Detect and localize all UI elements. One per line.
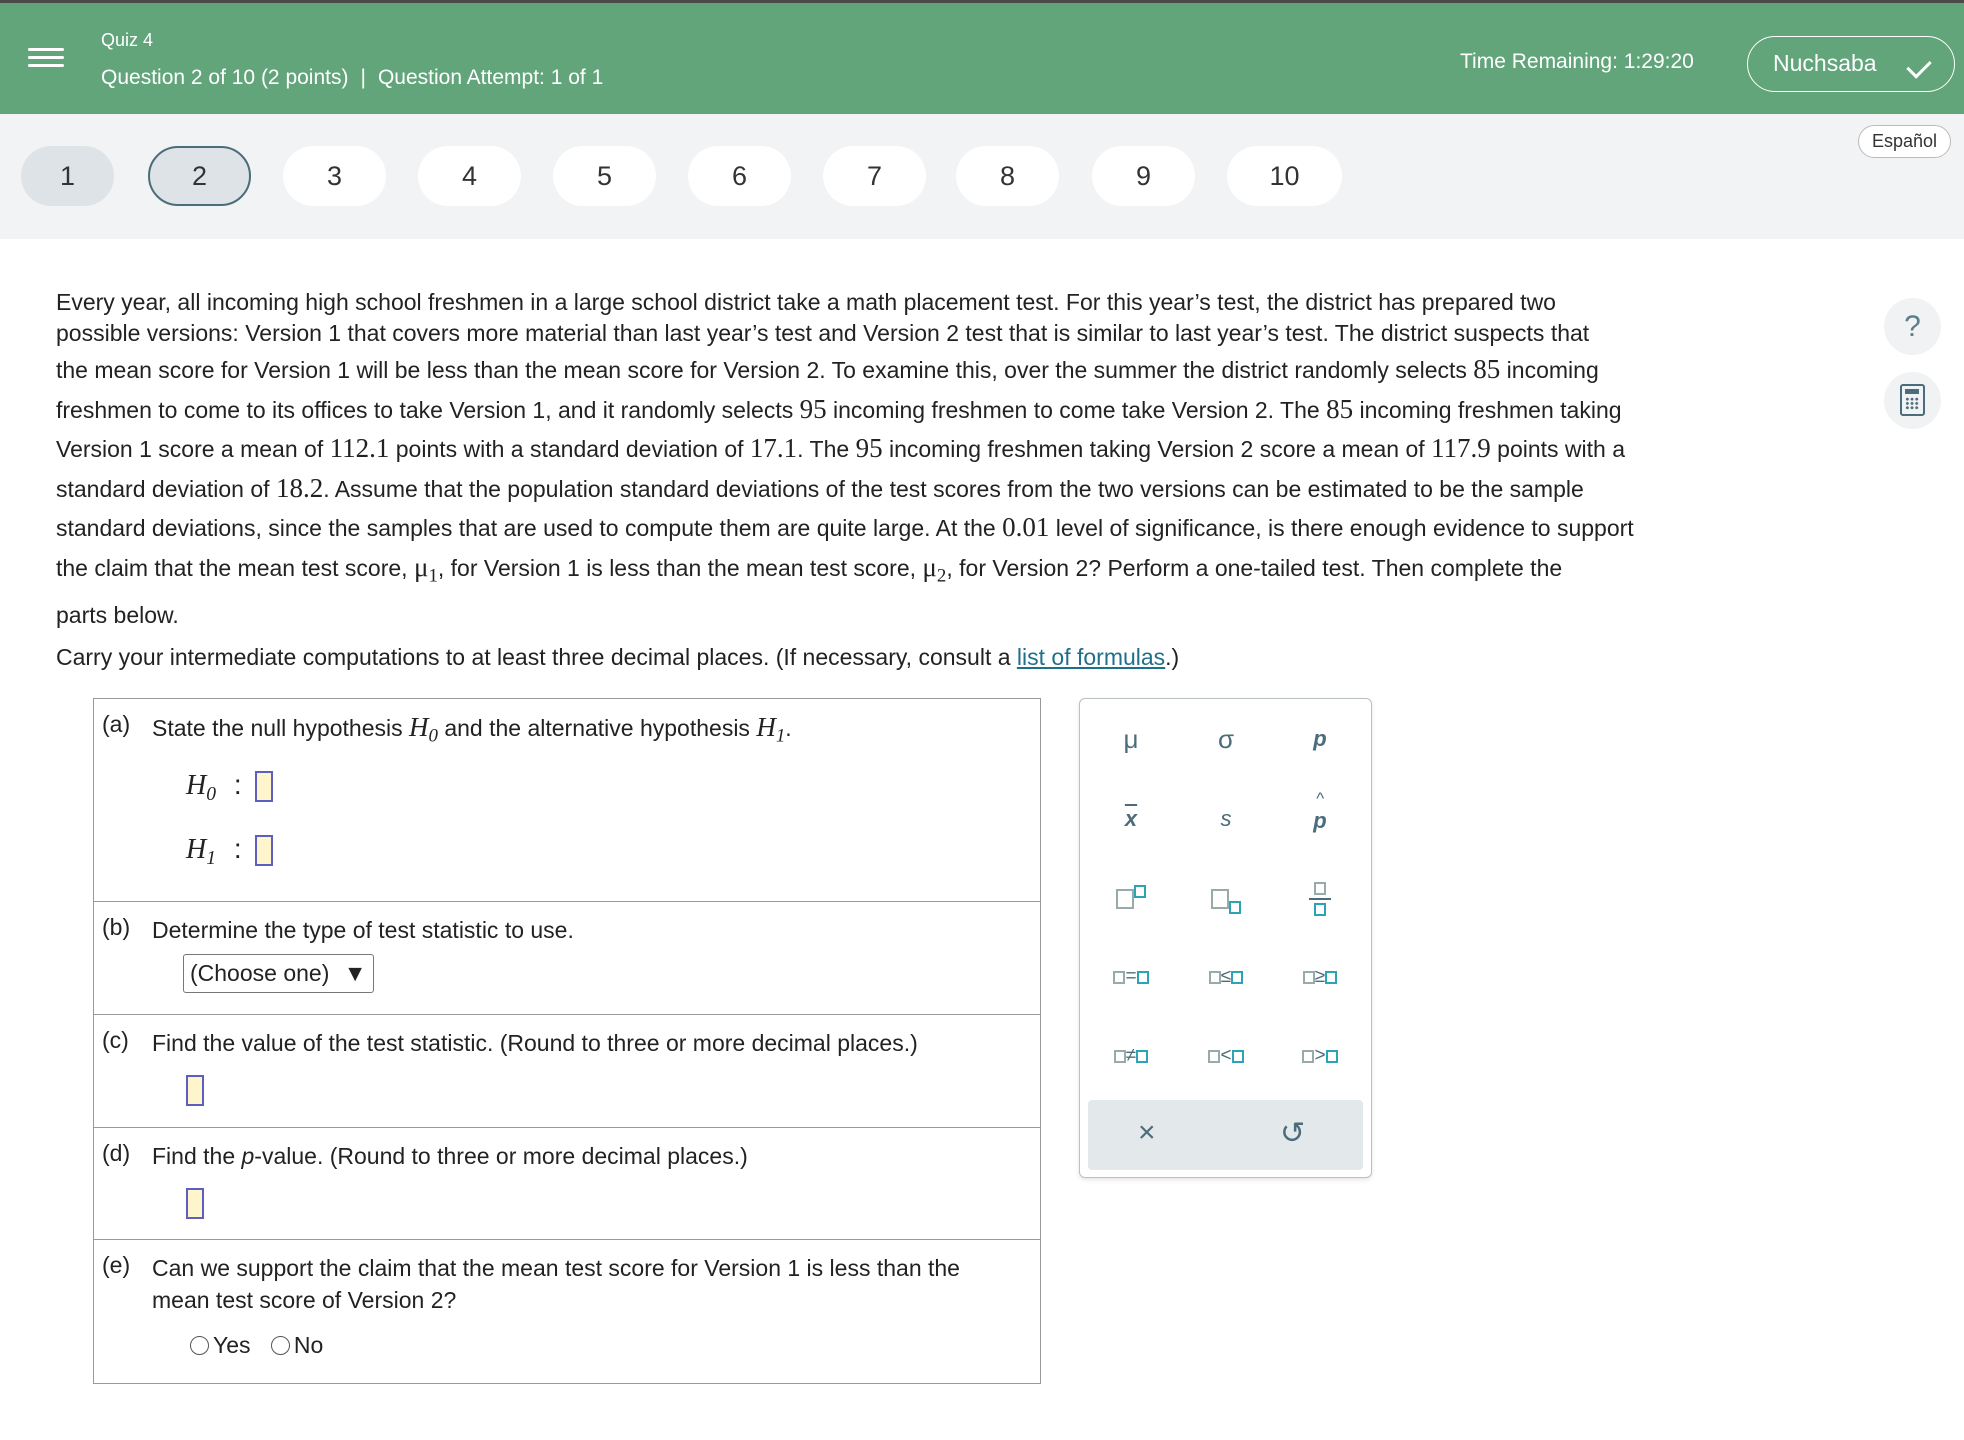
problem-text: incoming freshmen to come take Version 2. The [826, 396, 1327, 423]
n2-value: 95 [855, 433, 883, 463]
sd1-value: 17.1 [749, 433, 798, 463]
null-hypothesis-input[interactable] [255, 771, 273, 802]
problem-text: points with a standard deviation of [389, 436, 750, 462]
test-statistic-input[interactable] [186, 1075, 204, 1106]
problem-text: . The [797, 436, 856, 462]
list-of-formulas-link[interactable]: list of formulas [1016, 644, 1166, 671]
test-statistic-select[interactable] [183, 954, 374, 993]
undo-icon[interactable]: ↺ [1280, 1117, 1306, 1150]
mu1-symbol [413, 551, 438, 587]
p-value-input[interactable] [186, 1188, 204, 1219]
h-symbol: H [409, 712, 429, 742]
x-bar-key[interactable]: $\overline{x}$ [1124, 806, 1138, 831]
hamburger-menu-icon[interactable] [28, 43, 64, 73]
operator: ≥ [1314, 966, 1326, 988]
subscript-key[interactable] [1196, 875, 1256, 919]
chevron-down-icon [1906, 53, 1931, 78]
alpha-value: 0.01 [1002, 512, 1050, 542]
part-text: and the alternative hypothesis [437, 715, 757, 741]
problem-text: standard deviations, since the samples that are used to compute them are quite large. At the [56, 515, 1003, 541]
select-value: (Choose one) [190, 960, 330, 986]
part-text: -value. (Round to three or more decimal places.) [254, 1143, 748, 1169]
question-nav-7[interactable]: 7 [823, 146, 926, 206]
h-symbol: H [756, 712, 776, 742]
part-c-text: Find the value of the test statistic. (Round to three or more decimal places.) [152, 1030, 918, 1056]
question-nav-8[interactable]: 8 [956, 146, 1059, 206]
problem-text: Every year, all incoming high school freshmen in a large school district take a math placement test. For this year’s test, the district has prepared two [56, 289, 1556, 315]
question-nav-4[interactable]: 4 [418, 146, 521, 206]
subscript: 1 [206, 847, 217, 869]
part-e [94, 1240, 1040, 1383]
part-b-text: Determine the type of test statistic to use. [152, 917, 574, 943]
greater-than-key[interactable] [1290, 1032, 1350, 1076]
subscript: 2 [936, 565, 947, 587]
part-d [94, 1128, 1040, 1240]
question-nav-5[interactable]: 5 [553, 146, 656, 206]
part-label: (c) [102, 1027, 129, 1053]
s-key[interactable]: s [1220, 806, 1232, 831]
sd2-value: 18.2 [275, 472, 324, 503]
problem-text: . Assume that the population standard deviations of the test scores from the two versions can be estimated to be the sample [323, 475, 1584, 502]
subscript: 0 [428, 725, 438, 747]
instruction-text: .) [1165, 644, 1180, 671]
problem-text: , for Version 1 is less than the mean test score, [437, 554, 923, 581]
problem-text: points with a [1490, 436, 1626, 462]
part-a-text [152, 711, 1012, 753]
p-hat-key[interactable] [1290, 789, 1350, 841]
question-nav-10[interactable]: 10 [1227, 146, 1342, 206]
problem-text: possible versions: Version 1 that covers more material than last year’s test and Version 2 test that is similar to last year’s test. The district suspects that [56, 320, 1590, 346]
null-hypothesis-row [186, 769, 1032, 819]
problem-text: Version 1 score a mean of [56, 436, 330, 462]
calculator-icon[interactable] [1884, 372, 1941, 429]
symbol-palette [1079, 698, 1372, 1178]
part-e-text: Can we support the claim that the mean test score for Version 1 is less than the mean test score of Version 2? [152, 1255, 960, 1313]
part-label: (e) [102, 1252, 131, 1278]
problem-text: incoming [1500, 357, 1599, 383]
user-menu-button[interactable] [1747, 36, 1955, 92]
less-equal-key[interactable] [1196, 953, 1256, 997]
mu2-symbol [922, 551, 947, 587]
h1-symbol [756, 712, 786, 747]
fraction-key[interactable] [1290, 875, 1350, 919]
language-button[interactable]: Español [1858, 125, 1951, 158]
dropdown-arrow-icon: ▼ [343, 960, 367, 986]
part-text: Find the [152, 1143, 242, 1169]
greater-equal-key[interactable] [1290, 953, 1350, 997]
help-icon[interactable]: ? [1884, 298, 1941, 355]
problem-text: incoming freshmen taking Version 2 score a mean of [882, 436, 1432, 462]
problem-text: freshmen to come to its offices to take Version 1, and it randomly selects [56, 396, 800, 423]
quiz-header [0, 0, 1964, 114]
yes-label: Yes [213, 1332, 251, 1358]
h0-symbol [409, 712, 438, 747]
question-nav-1[interactable]: 1 [21, 146, 114, 206]
problem-text: parts below. [56, 601, 179, 628]
time-remaining: Time Remaining: 1:29:20 [1460, 50, 1694, 73]
problem-statement [56, 288, 1826, 689]
attempt-label: Question Attempt: 1 of 1 [377, 66, 604, 89]
palette-footer [1088, 1100, 1363, 1170]
mu-symbol: μ [413, 551, 429, 582]
problem-text: the mean score for Version 1 will be less than the mean score for Version 2. To examine this, over the summer the district randomly selects [56, 357, 1474, 383]
h-symbol: H [186, 833, 207, 865]
question-label: Question 2 of 10 (2 points) [101, 66, 349, 89]
p-key[interactable]: p [1313, 726, 1327, 751]
problem-text: incoming freshmen taking [1353, 396, 1622, 423]
not-equal-key[interactable] [1101, 1032, 1161, 1076]
operator: = [1125, 966, 1137, 988]
mu-key[interactable]: μ [1123, 724, 1139, 754]
operator: > [1314, 1045, 1326, 1067]
part-label: (b) [102, 914, 131, 940]
hat-symbol: ^ [1316, 789, 1325, 808]
operator: < [1220, 1045, 1232, 1067]
mu-symbol: μ [922, 551, 937, 582]
yes-no-options [190, 1332, 1032, 1359]
operator: ≤ [1220, 966, 1232, 988]
part-text: . [785, 715, 792, 741]
user-name: Nuchsaba [1773, 50, 1877, 76]
operator: ≠ [1125, 1045, 1137, 1067]
less-than-key[interactable] [1196, 1032, 1256, 1076]
question-navigator [0, 114, 1964, 239]
n2-value: 95 [799, 393, 827, 424]
superscript-key[interactable] [1101, 875, 1161, 919]
mean1-value: 112.1 [329, 433, 390, 463]
part-b [94, 902, 1040, 1015]
question-nav-6[interactable]: 6 [688, 146, 791, 206]
question-info [101, 66, 603, 90]
n1-value: 85 [1473, 354, 1501, 384]
close-icon[interactable]: × [1138, 1116, 1156, 1149]
question-nav-9[interactable]: 9 [1092, 146, 1195, 206]
p-symbol: p [241, 1143, 255, 1169]
p-symbol: p [1313, 808, 1327, 833]
problem-text: , for Version 2? Perform a one-tailed test. Then complete the [946, 554, 1563, 581]
part-a [94, 699, 1040, 902]
colon: : [233, 832, 242, 864]
h1-label [186, 833, 217, 869]
part-c [94, 1015, 1040, 1128]
subscript: 0 [206, 783, 217, 805]
h0-label [186, 769, 217, 805]
answer-parts [93, 698, 1041, 1384]
instruction-text: Carry your intermediate computations to at least three decimal places. (If necessary, consult a [56, 644, 1017, 671]
mean2-value: 117.9 [1431, 433, 1491, 463]
quiz-title: Quiz 4 [101, 30, 154, 50]
h-symbol: H [186, 769, 207, 801]
part-label: (d) [102, 1140, 131, 1166]
question-nav-2[interactable]: 2 [148, 146, 251, 206]
question-nav-3[interactable]: 3 [283, 146, 386, 206]
yes-radio[interactable] [190, 1336, 209, 1355]
part-text: State the null hypothesis [152, 715, 409, 741]
header-separator: | [360, 66, 366, 89]
part-d-text [152, 1140, 1012, 1172]
colon: : [233, 768, 242, 800]
no-radio[interactable] [271, 1336, 290, 1355]
part-label: (a) [102, 711, 131, 737]
n1-value: 85 [1326, 393, 1354, 424]
problem-text: the claim that the mean test score, [56, 554, 414, 581]
subscript: 1 [428, 565, 438, 587]
alt-hypothesis-row [186, 833, 1032, 883]
no-label: No [293, 1332, 324, 1358]
alt-hypothesis-input[interactable] [255, 835, 273, 866]
subscript: 1 [775, 725, 786, 747]
equals-key[interactable] [1101, 953, 1161, 997]
problem-text: standard deviation of [56, 475, 276, 502]
sigma-key[interactable]: σ [1217, 724, 1235, 754]
problem-text: level of significance, is there enough evidence to support [1049, 515, 1634, 541]
